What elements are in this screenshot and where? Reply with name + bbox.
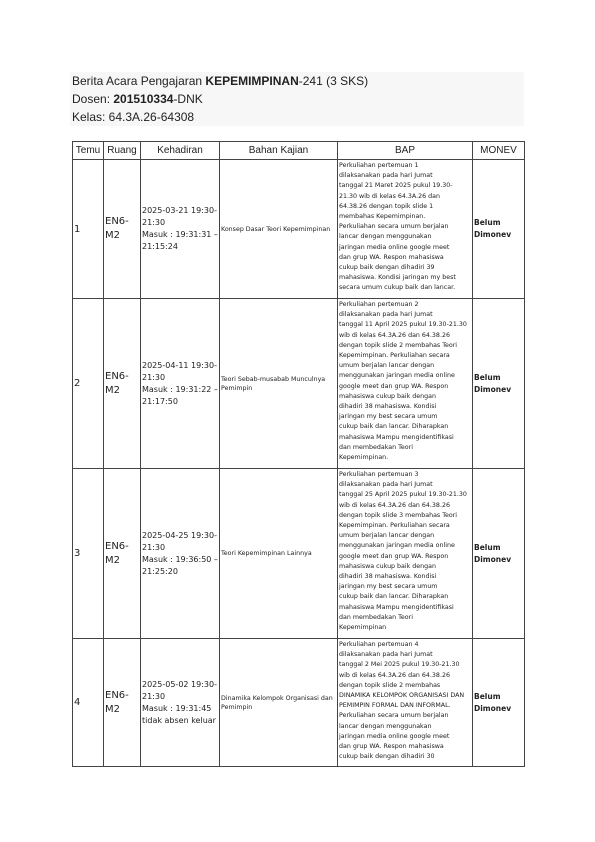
bap-cell bbox=[338, 639, 473, 767]
temu-cell: 2 bbox=[73, 299, 104, 469]
jam-masuk: Masuk : 19:36:50 – 21:25:20 bbox=[142, 554, 218, 576]
jadwal-waktu: 2025-04-11 19:30-21:30 bbox=[142, 360, 217, 382]
bahan-kajian-cell: Teori Kepemimpinan Lainnya bbox=[220, 469, 338, 639]
jam-masuk: Masuk : 19:31:22 – 21:17:50 bbox=[142, 384, 218, 406]
jadwal-waktu: 2025-04-25 19:30-21:30 bbox=[142, 530, 217, 552]
ruang-cell: EN6-M2 bbox=[104, 639, 141, 767]
column-header-temu: Temu bbox=[73, 142, 104, 160]
title-prefix: Berita Acara Pengajaran bbox=[72, 74, 206, 88]
monev-status: Belum Dimonev bbox=[473, 639, 525, 767]
bahan-kajian-cell: Dinamika Kelompok Organisasi dan Pemimpin bbox=[220, 639, 338, 767]
jadwal-waktu: 2025-03-21 19:30-21:30 bbox=[142, 206, 217, 227]
kehadiran-cell bbox=[141, 160, 220, 299]
course-code: -241 (3 SKS) bbox=[298, 74, 369, 88]
column-header-bahan-kajian: Bahan Kajian bbox=[220, 142, 338, 160]
kehadiran-cell bbox=[141, 639, 220, 767]
temu-cell: 1 bbox=[73, 160, 104, 299]
course-name: KEPEMIMPINAN bbox=[205, 74, 299, 88]
dosen-line bbox=[70, 90, 524, 108]
kehadiran-cell bbox=[141, 469, 220, 639]
dosen-code: -DNK bbox=[173, 92, 203, 106]
column-header-ruang: Ruang bbox=[104, 142, 141, 160]
bap-text: Perkuliahan pertemuan 4 dilaksanakan pada hari Jumat tanggal 2 Mei 2025 pukul 19.30-21.30 wib di kelas 64.3A.26 dan 64.38.26 dengan topik slide 2 membahas DINAMIKA KELOMPOK ORGANISASI DAN PEMIMPIN FORMAL DAN INFORMAL. Perkuliahan secara umum berjalan lancar dengan menggunakan jaringan media online google meet dan grup WA. Respon mahasiswa cukup baik dengan dihadiri 30 bbox=[339, 641, 465, 761]
bap-cell bbox=[338, 299, 473, 469]
jam-masuk: Masuk : 19:31:45 tidak absen keluar bbox=[142, 703, 216, 725]
column-header-bap: BAP bbox=[338, 142, 473, 160]
ruang-cell: EN6-M2 bbox=[104, 469, 141, 639]
bap-text: Perkuliahan pertemuan 1 dilaksanakan pada hari Jumat tanggal 21 Maret 2025 pukul 19.30- 21.30 wib di kelas 64.3A.26 dan 64.38.26 dengan topik slide 1 membahas Kepemimpinan. Perkuliahan secara umum berjalan lancar dengan menggunakan jaringan media online google meet dan grup WA. Respon mahasiswa cukup baik dengan dihadiri 39 mahasiswa. Kondisi jaringan my best secara umum cukup baik dan lancar. bbox=[339, 162, 456, 292]
bahan-kajian-cell: Teori Sebab-musabab Munculnya Pemimpin bbox=[220, 299, 338, 469]
jam-masuk: Masuk : 19:31:31 – 21:15:24 bbox=[142, 230, 218, 251]
monev-status: Belum Dimonev bbox=[473, 160, 525, 299]
table-row bbox=[73, 299, 525, 469]
ruang-cell: EN6-M2 bbox=[104, 160, 141, 299]
table-row bbox=[73, 160, 525, 299]
bap-cell bbox=[338, 469, 473, 639]
table-row bbox=[73, 639, 525, 767]
bap-text: Perkuliahan pertemuan 3 dilaksanakan pada hari Jumat tanggal 25 April 2025 pukul 19.30-21.30 wib di kelas 64.3A.26 dan 64.38.26 dengan topik slide 3 membahas Teori Kepemimpinan. Perkuliahan secara umum berjalan lancar dengan menggunakan jaringan media online google meet dan grup WA. Respon mahasiswa cukup baik dengan dihadiri 38 mahasiswa. Kondisi jaringan my best secara umum cukup baik dan lancar. Diharapkan mahasiswa Mampu mengidentifikasi dan membedakan Teori Kepemimpinan bbox=[339, 471, 467, 632]
ruang-cell: EN6-M2 bbox=[104, 299, 141, 469]
column-header-kehadiran: Kehadiran bbox=[141, 142, 220, 160]
kelas-line: Kelas: 64.3A.26-64308 bbox=[72, 110, 195, 124]
bap-cell bbox=[338, 160, 473, 299]
temu-cell: 4 bbox=[73, 639, 104, 767]
column-header-monev: MONEV bbox=[473, 142, 525, 160]
kehadiran-cell bbox=[141, 299, 220, 469]
dosen-label: Dosen: bbox=[72, 92, 114, 106]
table-row bbox=[73, 469, 525, 639]
bahan-kajian-cell: Konsep Dasar Teori Kepemimpinan bbox=[220, 160, 338, 299]
dosen-id: 201510334 bbox=[113, 92, 174, 106]
document-header bbox=[70, 72, 524, 126]
attendance-table bbox=[72, 141, 525, 767]
bap-text: Perkuliahan pertemuan 2 dilaksanakan pada hari Jumat tanggal 11 April 2025 pukul 19.30-21.30 wib di kelas 64.3A.26 dan 64.38.26 dengan topik slide 2 membahas Teori Kepemimpinan. Perkuliahan secara umum berjalan lancar dengan menggunakan jaringan media online google meet dan grup WA. Respon mahasiswa cukup baik dengan dihadiri 38 mahasiswa. Kondisi jaringan my best secara umum cukup baik dan lancar. Diharapkan mahasiswa Mampu mengidentifikasi dan membedakan Teori Kepemimpinan. bbox=[339, 301, 467, 462]
temu-cell: 3 bbox=[73, 469, 104, 639]
title-line bbox=[70, 72, 524, 90]
table-header-row bbox=[73, 142, 525, 160]
monev-status: Belum Dimonev bbox=[473, 299, 525, 469]
jadwal-waktu: 2025-05-02 19:30-21:30 bbox=[142, 679, 217, 701]
monev-status: Belum Dimonev bbox=[473, 469, 525, 639]
